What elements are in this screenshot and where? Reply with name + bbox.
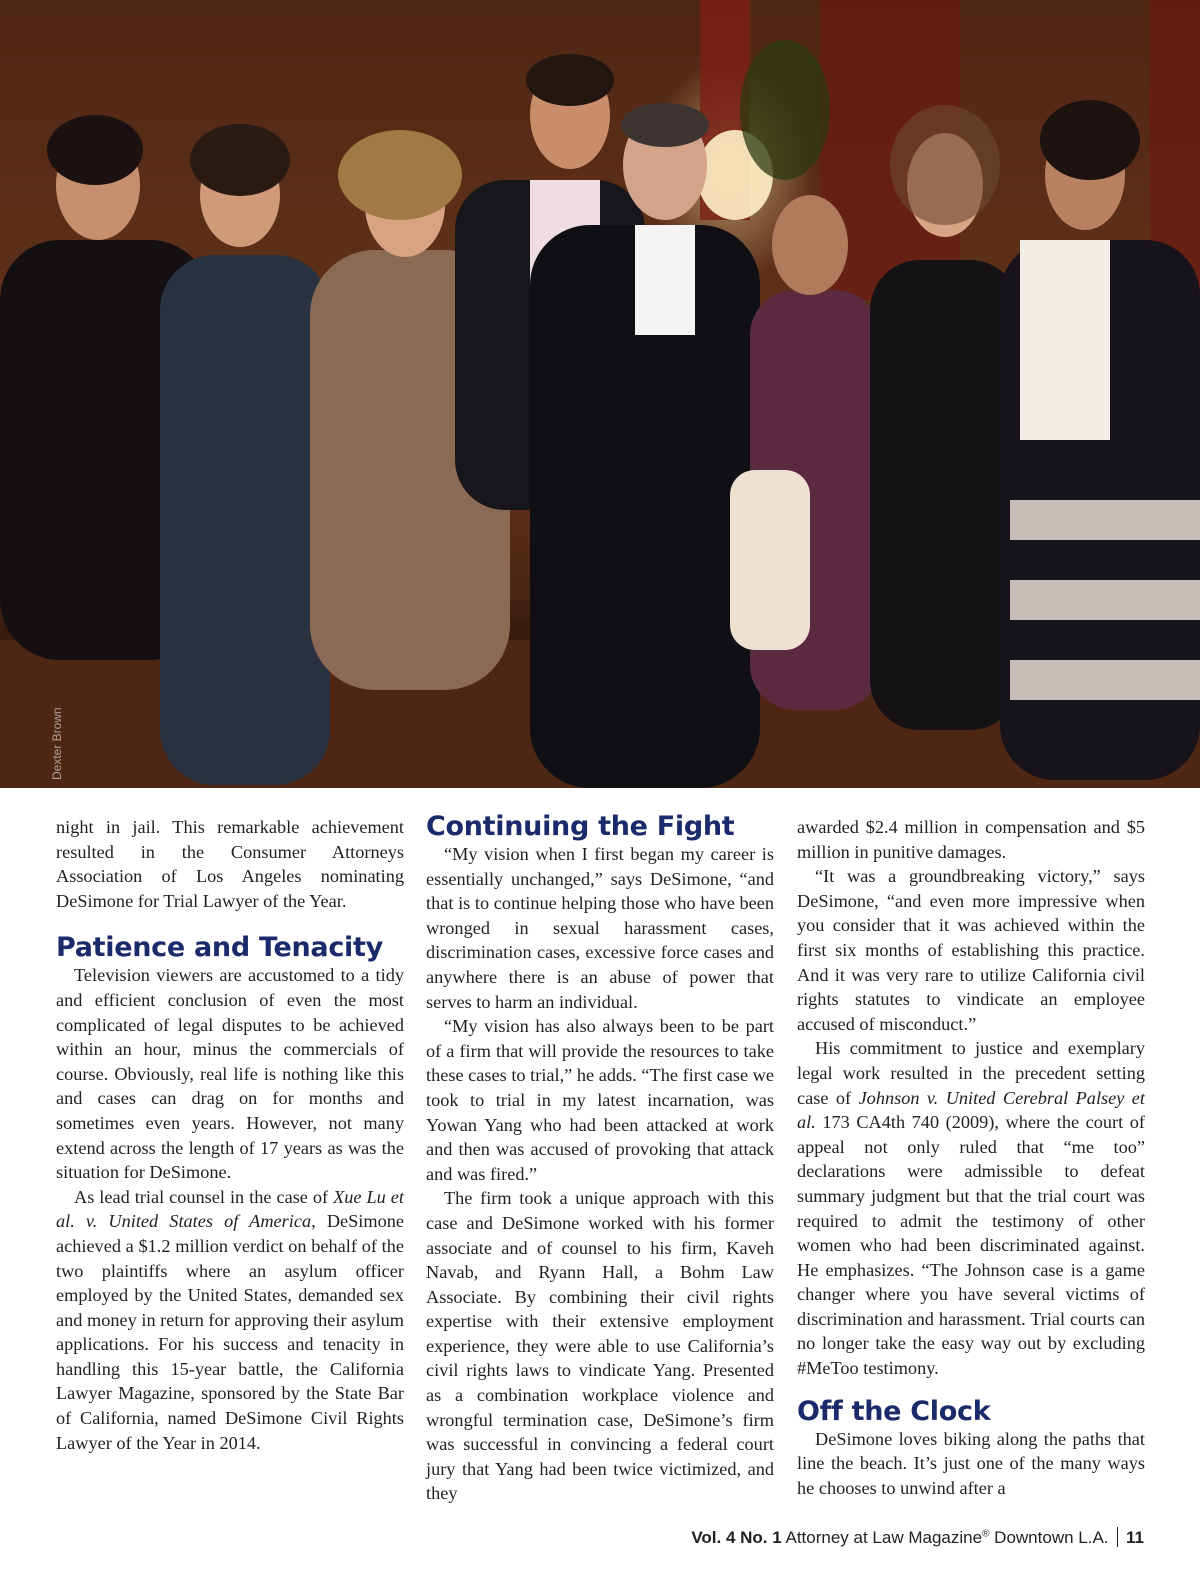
paragraph: night in jail. This remarkable achievement resulted in the Consumer Attorneys Association of Los Angeles nominating DeSimone for Trial Lawyer of the Year.: [56, 817, 404, 911]
section-heading-continuing: Continuing the Fight: [426, 811, 735, 842]
paragraph: awarded $2.4 million in compensation and $5 million in punitive damages.: [797, 817, 1145, 862]
paragraph: [56, 1185, 404, 1456]
edition-name: Downtown L.A.: [994, 1528, 1109, 1547]
paragraph: “My vision when I first began my career is essentially unchanged,” says DeSimone, “and that is to continue helping those who have been wronged in sexual harassment cases, discrimination cases, excessive force cases and anywhere there is an abuse of power that serves to harm an individual.: [426, 844, 774, 1012]
magazine-name: Attorney at Law Magazine: [785, 1528, 983, 1547]
issue-volume: Vol. 4 No. 1: [691, 1528, 782, 1547]
article-column-1: [56, 815, 404, 1455]
page-number: 11: [1126, 1528, 1144, 1547]
section-heading-off-the-clock: Off the Clock: [797, 1395, 991, 1427]
paragraph: “My vision has also always been to be part of a firm that will provide the resources to take these cases to trial,” he adds. “The first case we took to trial in my latest incarnation, was Yowan Yang who had been attacked at work and then was accused of provoking that attack and was fired.”: [426, 1016, 774, 1184]
paragraph-text: His commitment to justice and exemplary legal work resulted in the precedent setting case of: [797, 1038, 1145, 1108]
paragraph: DeSimone loves biking along the paths that line the beach. It’s just one of the many ways he chooses to unwind after a: [797, 1428, 1145, 1498]
case-citation: Johnson v. United Cerebral Palsey et al.: [797, 1087, 1146, 1133]
paragraph-text: As lead trial counsel in the case of: [74, 1186, 334, 1207]
paragraph: [797, 1036, 1145, 1380]
registered-mark: ®: [982, 1528, 990, 1540]
section-heading-patience: Patience and Tenacity: [56, 932, 383, 964]
paragraph: Television viewers are accustomed to a tidy and efficient conclusion of even the most complicated of legal disputes to be achieved within an hour, minus the commercials of course. Obviously, real life is nothing like this and cases can drag on for months and sometimes even years. However, not many extend across the length of 17 years as was the situation for DeSimone.: [56, 965, 404, 1183]
article-column-3: [797, 815, 1145, 1500]
paragraph-text: 173 CA4th 740 (2009), where the court of appeal not only ruled that “me too” declarations were admissible to defeat summary judgment but that the trial court was required to admit the testimony of other women who had been discriminated against. He emphasizes. “The Johnson case is a game changer where you have several victims of discrimination and harassment. Trial courts can no longer take the easy way out by excluding #MeToo testimony.: [797, 1112, 1145, 1379]
photo-credit: Dexter Brown: [50, 707, 64, 780]
page-footer: [691, 1527, 1144, 1548]
case-citation: Xue Lu et al. v. United States of America,: [56, 1186, 404, 1232]
paragraph: “It was a groundbreaking victory,” says DeSimone, “and even more impressive when you consider that it was achieved within the first six months of establishing this practice. And it was very rare to utilize California civil rights statutes to vindicate an employee accused of misconduct.”: [797, 866, 1145, 1034]
footer-divider: [1117, 1527, 1119, 1547]
paragraph: The firm took a unique approach with this case and DeSimone worked with his former associate and of counsel to his firm, Kaveh Navab, and Ryann Hall, a Bohm Law Associate. By combining their civil rights expertise with their extensive employment experience, they were able to use California’s civil rights laws to vindicate Yang. Presented as a combination workplace violence and wrongful termination case, DeSimone’s firm was successful in convincing a federal court jury that Yang had been twice victimized, and they: [426, 1188, 774, 1504]
article-column-2: [426, 811, 774, 1506]
paragraph-text: DeSimone achieved a $1.2 million verdict on behalf of the two plaintiffs where an asylum officer employed by the United States, demanded sex and money in return for approving their asylum applications. For his success and tenacity in handling this 15-year battle, the California Lawyer Magazine, sponsored by the State Bar of California, named DeSimone Civil Rights Lawyer of the Year in 2014.: [56, 1211, 404, 1453]
